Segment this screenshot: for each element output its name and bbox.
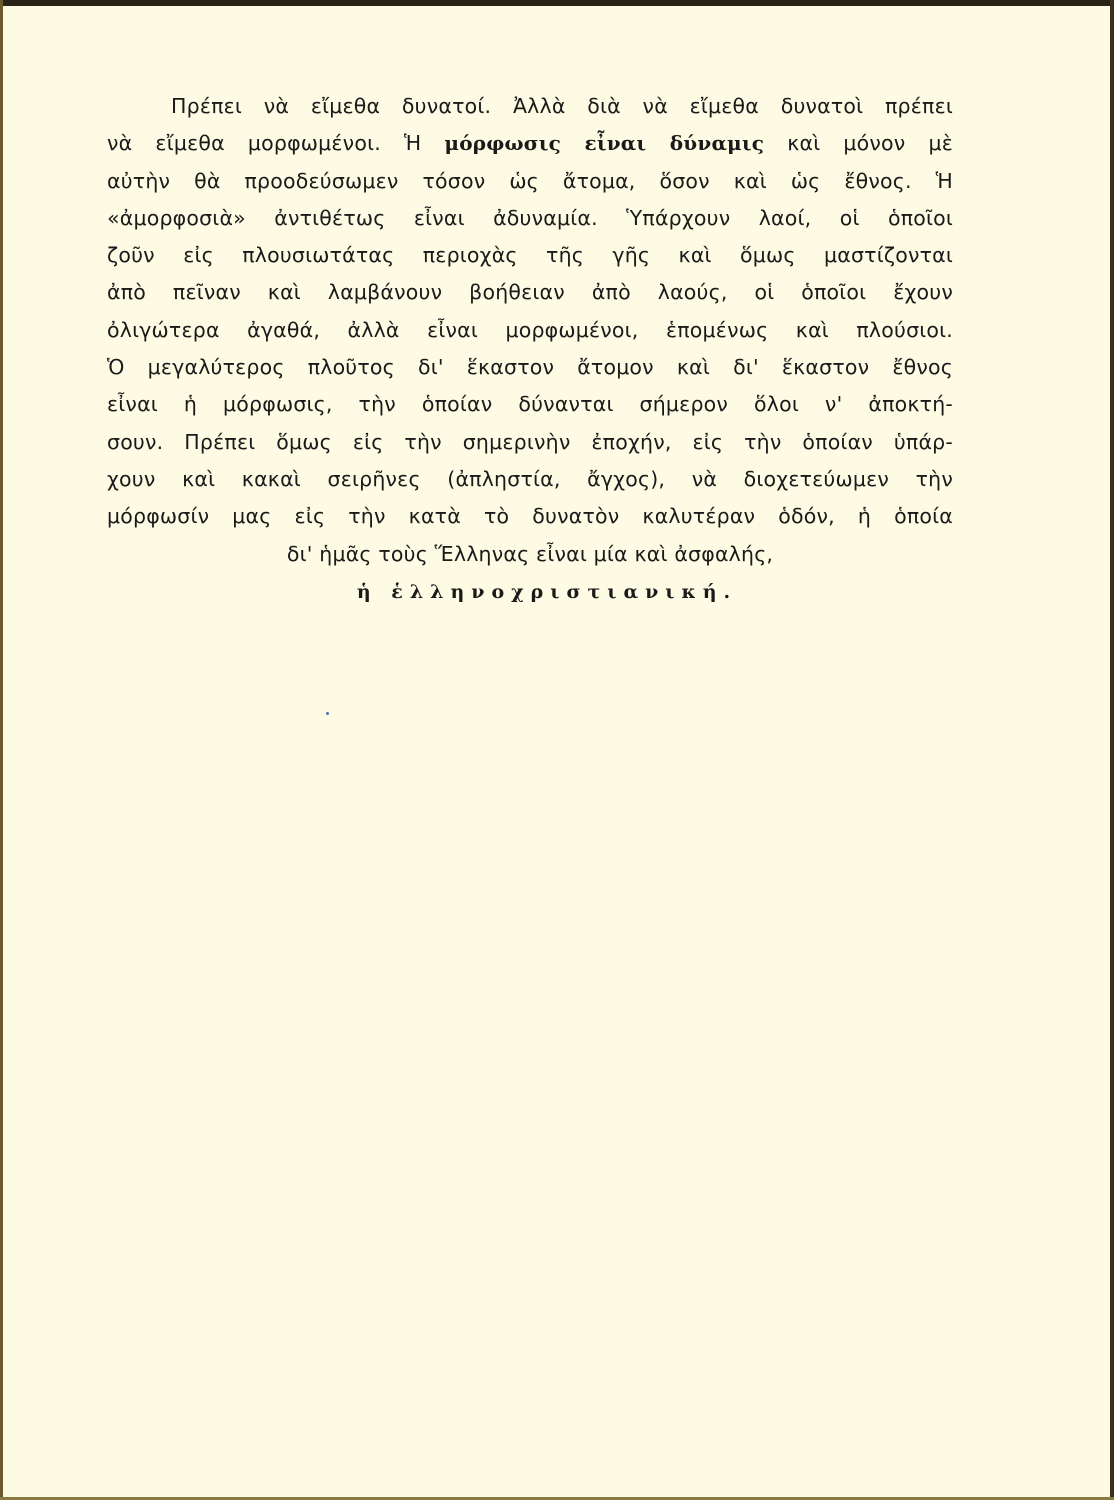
paragraph-line-11: χουν καὶ κακαὶ σειρῆνες (ἀπληστία, ἄγχος), νὰ διοχετεύωμεν τὴν <box>107 466 953 491</box>
page-edge-right <box>1110 0 1114 1500</box>
paragraph-line-1: Πρέπει νὰ εἴμεθα δυνατοί. Ἀλλὰ διὰ νὰ εἴμεθα δυνατοὶ πρέπει <box>171 94 953 118</box>
ink-speck <box>326 712 329 715</box>
paragraph-line-8: Ὁ μεγαλύτερος πλοῦτος δι' ἕκαστον ἄτομον καὶ δι' ἕκαστον ἔθνος <box>107 355 953 380</box>
paragraph-line-2 <box>107 125 953 162</box>
paragraph-line-13: δι' ἡμᾶς τοὺς Ἕλληνας εἶναι μία καὶ ἀσφαλής, <box>286 541 774 566</box>
paragraph-line-4: «ἀμορφοσιὰ» ἀντιθέτως εἶναι ἀδυναμία. Ὑπάρχουν λαοί, οἱ ὁποῖοι <box>107 205 953 230</box>
paragraph <box>107 88 953 610</box>
page-edge-top <box>0 0 1114 6</box>
paragraph-line-12: μόρφωσίν μας εἰς τὴν κατὰ τὸ δυνατὸν καλυτέραν ὁδόν, ἡ ὁποία <box>107 504 953 529</box>
paragraph-line-10: σουν. Πρέπει ὅμως εἰς τὴν σημερινὴν ἐποχήν, εἰς τὴν ὁποίαν ὑπάρ- <box>107 429 953 454</box>
paragraph-line-3: αὐτὴν θὰ προοδεύσωμεν τόσον ὡς ἄτομα, ὅσον καὶ ὡς ἔθνος. Ἡ <box>107 168 953 193</box>
closing-phrase <box>107 573 953 610</box>
line-2-after: καὶ μόνον μὲ <box>764 131 953 156</box>
closing-phrase-text: ἡ ἑλληνοχριστιανική. <box>356 580 738 603</box>
paragraph-line-6: ἀπὸ πεῖναν καὶ λαμβάνουν βοήθειαν ἀπὸ λαούς, οἱ ὁποῖοι ἔχουν <box>107 280 953 305</box>
paragraph-line-5: ζοῦν εἰς πλουσιωτάτας περιοχὰς τῆς γῆς καὶ ὅμως μαστίζονται <box>107 243 953 268</box>
page-edge-left <box>0 0 3 1500</box>
paragraph-line-9: εἶναι ἡ μόρφωσις, τὴν ὁποίαν δύνανται σήμερον ὅλοι ν' ἀποκτή- <box>107 392 953 417</box>
emphasized-phrase: μόρφωσις εἶναι δύναμις <box>444 131 765 156</box>
paragraph-line-7: ὀλιγώτερα ἀγαθά, ἀλλὰ εἶναι μορφωμένοι, ἑπομένως καὶ πλούσιοι. <box>107 317 953 342</box>
line-2-before: νὰ εἴμεθα μορφωμένοι. Ἡ <box>107 131 445 156</box>
